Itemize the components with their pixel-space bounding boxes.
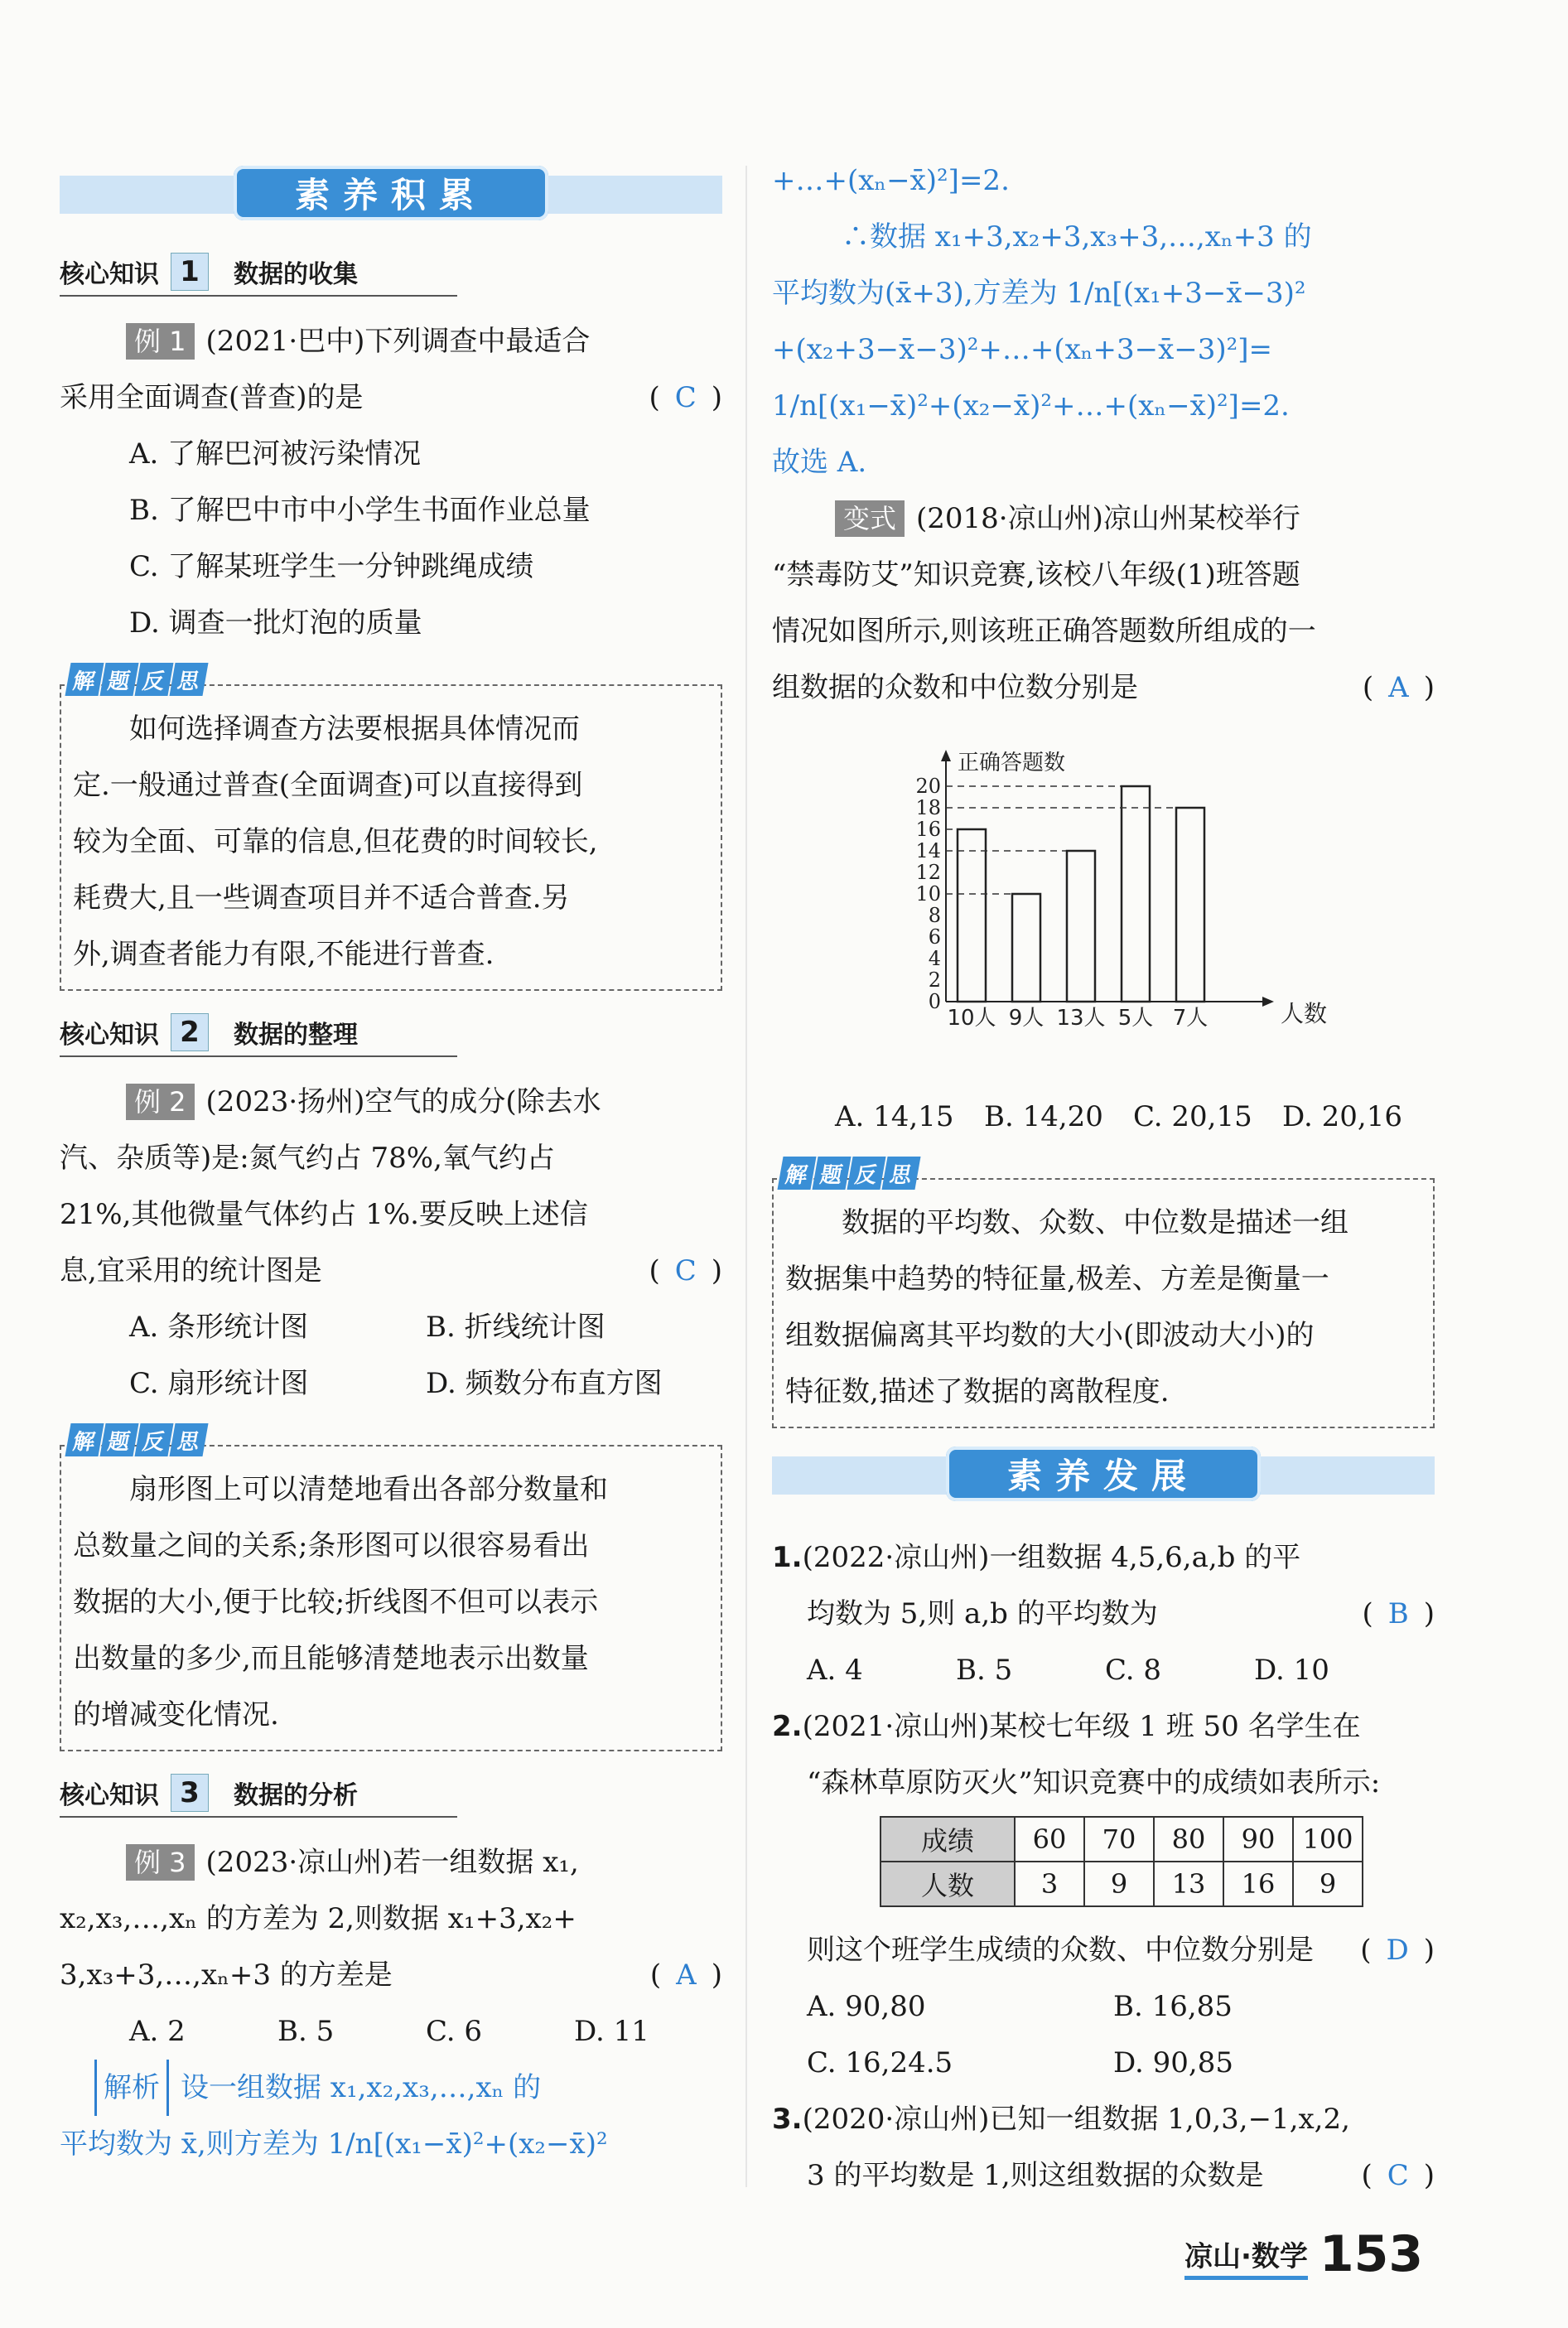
reflection-line: 定.一般通过普查(全面调查)可以直接得到 [73, 769, 583, 802]
knowledge-label: 核心知识 [60, 1021, 159, 1050]
reflection-line: 数据集中趋势的特征量,极差、方差是衡量一 [785, 1263, 1329, 1296]
bar [1122, 786, 1150, 1002]
y-tick-label: 20 [915, 775, 941, 798]
banner-title: 素养积累 [234, 166, 548, 220]
option: D. 90,85 [1113, 2046, 1233, 2079]
option: B. 14,20 [984, 1100, 1103, 1133]
bar [958, 829, 986, 1002]
options-row [772, 1089, 1435, 1145]
reflection-box-2 [60, 1429, 722, 1751]
answer-bracket: ( B ) [1362, 1597, 1435, 1630]
question-2 [772, 1698, 1435, 1755]
option: C. 6 [426, 2015, 483, 2048]
y-tick-label: 10 [915, 882, 941, 906]
tag-char: 解 [65, 1423, 104, 1456]
x-tick-label: 10人 [947, 1006, 996, 1031]
stem-text: 组数据的众数和中位数分别是 [772, 671, 1138, 704]
options-row [60, 1299, 722, 1355]
tag-char: 反 [134, 663, 173, 696]
reflection-tag [68, 1423, 709, 1456]
question-3 [772, 2091, 1435, 2147]
stem-text: 情况如图所示,则该班正确答题数所组成的一 [772, 615, 1316, 648]
example-3-stem [60, 1834, 722, 1891]
stem-text: x₂,x₃,…,xₙ 的方差为 2,则数据 x₁+3,x₂+ [60, 1902, 577, 1935]
question-1 [772, 1529, 1435, 1586]
answer-bracket: ( C ) [649, 1254, 722, 1287]
stem-text: (2021·凉山州)某校七年级 1 班 50 名学生在 [802, 1710, 1361, 1743]
table-header: 人数 [880, 1862, 1015, 1906]
reflection-line: 的增减变化情况. [73, 1698, 279, 1732]
answer-bracket: ( C ) [1361, 2159, 1435, 2192]
table-cell: 13 [1154, 1862, 1223, 1906]
reflection-line: 较为全面、可靠的信息,但花费的时间较长, [73, 825, 598, 858]
page-number: 153 [1319, 2225, 1424, 2283]
tag-char: 题 [812, 1157, 851, 1190]
tag-char: 思 [169, 663, 208, 696]
answer-bracket: ( D ) [1360, 1934, 1435, 1967]
reflection-box-1 [60, 669, 722, 991]
reflection-line: 出数量的多少,而且能够清楚地表示出数量 [73, 1642, 589, 1675]
question-number: 1. [772, 1541, 803, 1574]
option: A. 条形统计图 [129, 1311, 309, 1344]
x-tick-label: 9人 [1008, 1006, 1045, 1031]
stem-text: 则这个班学生成绩的众数、中位数分别是 [807, 1934, 1314, 1967]
option: D. 20,16 [1282, 1100, 1402, 1133]
example-badge: 例 3 [126, 1844, 195, 1881]
question-number: 3. [772, 2103, 803, 2136]
stem-text: 21%,其他微量气体约占 1%.要反映上述信 [60, 1198, 588, 1231]
option: B. 折线统计图 [426, 1311, 605, 1344]
bar [1012, 894, 1040, 1002]
option: B. 16,85 [1113, 1990, 1233, 2023]
knowledge-label: 核心知识 [60, 260, 159, 289]
knowledge-number: 1 [171, 253, 209, 291]
y-tick-label: 18 [915, 796, 941, 819]
tag-char: 思 [169, 1423, 208, 1456]
analysis-text: 平均数为(x̄+3),方差为 1/n[(x₁+3−x̄−3)² [772, 277, 1306, 310]
option: A. 90,80 [807, 1990, 926, 2023]
option: A. 2 [129, 2015, 186, 2048]
option: A. 14,15 [835, 1100, 954, 1133]
answer: C [674, 381, 697, 414]
example-1-stem [60, 313, 722, 369]
x-axis-arrow [1262, 997, 1274, 1007]
stem-text: (2023·扬州)空气的成分(除去水 [205, 1085, 601, 1118]
option: C. 20,15 [1133, 1100, 1252, 1133]
tag-char: 题 [99, 663, 138, 696]
answer: D [1386, 1934, 1409, 1967]
y-tick-label: 2 [928, 968, 941, 992]
reflection-line: 组数据偏离其平均数的大小(即波动大小)的 [785, 1319, 1315, 1352]
y-tick-label: 16 [915, 818, 941, 841]
x-axis-label: 人数 [1281, 1000, 1328, 1027]
options-row [772, 1978, 1435, 2035]
options-row [772, 1642, 1435, 1698]
option: A. 了解巴河被污染情况 [129, 437, 422, 471]
option: C. 了解某班学生一分钟跳绳成绩 [129, 550, 534, 583]
table-cell: 70 [1084, 1817, 1154, 1862]
left-column [60, 166, 722, 2172]
example-1-stem-2 [60, 369, 722, 426]
knowledge-heading-3 [60, 1770, 457, 1818]
answer: B [1387, 1597, 1409, 1630]
stem-text: “森林草原防灭火”知识竞赛中的成绩如表所示: [807, 1766, 1381, 1799]
analysis [60, 2060, 722, 2172]
reflection-line: 如何选择调查方法要根据具体情况而 [129, 712, 580, 746]
tag-char: 解 [777, 1157, 816, 1190]
y-tick-label: 4 [928, 947, 941, 970]
right-column [772, 166, 1435, 2204]
section-banner [60, 166, 722, 224]
stem-text: (2020·凉山州)已知一组数据 1,0,3,−1,x,2, [802, 2103, 1350, 2136]
example-badge: 例 1 [126, 323, 195, 360]
answer-bracket: ( A ) [1362, 671, 1435, 704]
knowledge-number: 3 [171, 1774, 209, 1812]
options-row [772, 2035, 1435, 2091]
reflection-tag [780, 1157, 1421, 1190]
analysis-line-1 [60, 2060, 722, 2116]
footer-brand: 凉山·数学 [1184, 2234, 1308, 2280]
tag-char: 反 [847, 1157, 885, 1190]
reflection-box-3 [772, 1162, 1435, 1428]
table-cell: 16 [1223, 1862, 1293, 1906]
reflection-line: 特征数,描述了数据的离散程度. [785, 1375, 1170, 1408]
variant-stem-4 [772, 659, 1435, 716]
table-row [880, 1862, 1363, 1906]
option: C. 扇形统计图 [129, 1367, 309, 1400]
example-3-stem-3 [60, 1947, 722, 2003]
answer: A [1388, 671, 1409, 704]
bar [1176, 808, 1204, 1002]
table-header: 成绩 [880, 1817, 1015, 1862]
option: D. 调查一批灯泡的质量 [129, 606, 422, 640]
reflection-tag [68, 663, 709, 696]
stem-text: 采用全面调查(普查)的是 [60, 381, 364, 414]
tag-char: 解 [65, 663, 104, 696]
stem-text: 均数为 5,则 a,b 的平均数为 [807, 1597, 1158, 1630]
answer-bracket: ( A ) [649, 1959, 722, 1992]
knowledge-label: 核心知识 [60, 1781, 159, 1810]
table-cell: 80 [1154, 1817, 1223, 1862]
table-cell: 9 [1084, 1862, 1154, 1906]
banner-title: 素养发展 [946, 1447, 1261, 1501]
analysis-text: 设一组数据 x₁,x₂,x₃,…,xₙ 的 [181, 2071, 542, 2104]
knowledge-heading-2 [60, 1009, 457, 1057]
x-tick-label: 5人 [1117, 1006, 1154, 1031]
score-table [880, 1816, 1363, 1907]
option: B. 了解巴中市中小学生书面作业总量 [129, 494, 591, 527]
stem-text: 3,x₃+3,…,xₙ+3 的方差是 [60, 1959, 393, 1992]
answer: C [1387, 2159, 1409, 2192]
example-2-stem-4 [60, 1243, 722, 1299]
option: B. 5 [956, 1654, 1013, 1687]
knowledge-title: 数据的整理 [234, 1021, 358, 1050]
option: C. 16,24.5 [807, 2046, 953, 2079]
table-cell: 3 [1015, 1862, 1084, 1906]
y-axis-arrow [941, 750, 951, 761]
option: A. 4 [807, 1654, 863, 1687]
tag-char: 反 [134, 1423, 173, 1456]
example-2-stem [60, 1074, 722, 1130]
example-badge: 例 2 [126, 1084, 195, 1120]
question-3-line-2 [772, 2147, 1435, 2204]
reflection-line: 数据的大小,便于比较;折线图不但可以表示 [73, 1586, 599, 1619]
reflection-line: 耗费大,且一些调查项目并不适合普查.另 [73, 881, 570, 915]
variant-badge: 变式 [835, 500, 905, 537]
stem-text: 3 的平均数是 1,则这组数据的众数是 [807, 2159, 1264, 2192]
answer: A [676, 1959, 697, 1992]
question-1-line-2 [772, 1586, 1435, 1642]
section-banner-2 [772, 1447, 1435, 1505]
analysis-text: 1/n[(x₁−x̄)²+(x₂−x̄)²+…+(xₙ−x̄)²]=2. [772, 389, 1290, 423]
reflection-line: 数据的平均数、众数、中位数是描述一组 [842, 1206, 1348, 1239]
x-tick-label: 13人 [1056, 1006, 1106, 1031]
knowledge-title: 数据的收集 [234, 260, 358, 289]
question-2-line-3 [772, 1922, 1435, 1978]
y-tick-label: 12 [915, 861, 941, 884]
table-cell: 100 [1293, 1817, 1363, 1862]
stem-text: “禁毒防艾”知识竞赛,该校八年级(1)班答题 [772, 558, 1300, 592]
knowledge-heading-1 [60, 249, 457, 297]
options-row [60, 1355, 722, 1412]
option: D. 11 [574, 2015, 649, 2048]
knowledge-number: 2 [171, 1013, 209, 1051]
stem-text: 息,宜采用的统计图是 [60, 1254, 322, 1287]
analysis-text: ∴数据 x₁+3,x₂+3,x₃+3,…,xₙ+3 的 [842, 220, 1312, 254]
reflection-line: 外,调查者能力有限,不能进行普查. [73, 938, 495, 971]
option: C. 8 [1105, 1654, 1162, 1687]
analysis-text: 平均数为 x̄,则方差为 1/n[(x₁−x̄)²+(x₂−x̄)² [60, 2128, 608, 2161]
variant-stem [772, 490, 1435, 547]
table-cell: 60 [1015, 1817, 1084, 1862]
bar-chart [772, 724, 1435, 1080]
column-divider [745, 166, 747, 2187]
table-row [880, 1817, 1363, 1862]
option: D. 10 [1254, 1654, 1329, 1687]
tag-char: 题 [99, 1423, 138, 1456]
reflection-line: 扇形图上可以清楚地看出各部分数量和 [129, 1473, 608, 1506]
y-tick-label: 6 [928, 925, 941, 949]
analysis-continued [772, 152, 1435, 490]
analysis-text: +…+(xₙ−x̄)²]=2. [772, 164, 1010, 197]
stem-text: 汽、杂质等)是:氮气约占 78%,氧气约占 [60, 1142, 555, 1175]
stem-text: (2018·凉山州)凉山州某校举行 [916, 502, 1300, 535]
reflection-line: 总数量之间的关系;条形图可以很容易看出 [73, 1529, 590, 1562]
analysis-text: 故选 A. [772, 446, 867, 479]
table-cell: 9 [1293, 1862, 1363, 1906]
table-cell: 90 [1223, 1817, 1293, 1862]
stem-text: (2022·凉山州)一组数据 4,5,6,a,b 的平 [802, 1541, 1301, 1574]
bar-chart-svg [772, 724, 1435, 1080]
page-footer [1184, 2225, 1424, 2283]
x-tick-label: 7人 [1172, 1006, 1209, 1031]
option: B. 5 [277, 2015, 335, 2048]
bar [1067, 851, 1095, 1002]
stem-text: (2021·巴中)下列调查中最适合 [205, 325, 591, 358]
analysis-text: +(x₂+3−x̄−3)²+…+(xₙ+3−x̄−3)²]= [772, 333, 1273, 366]
question-number: 2. [772, 1710, 803, 1743]
tag-char: 思 [881, 1157, 920, 1190]
y-tick-label: 0 [928, 990, 941, 1013]
answer-bracket: ( C ) [649, 381, 722, 414]
stem-text: (2023·凉山州)若一组数据 x₁, [205, 1846, 579, 1879]
y-tick-label: 14 [915, 839, 941, 862]
answer: C [674, 1254, 697, 1287]
knowledge-title: 数据的分析 [234, 1781, 358, 1810]
option: D. 频数分布直方图 [426, 1367, 663, 1400]
y-tick-label: 8 [928, 904, 941, 927]
y-axis-label: 正确答题数 [958, 751, 1066, 775]
options-row [60, 2003, 722, 2060]
analysis-label: 解析 [94, 2060, 169, 2116]
